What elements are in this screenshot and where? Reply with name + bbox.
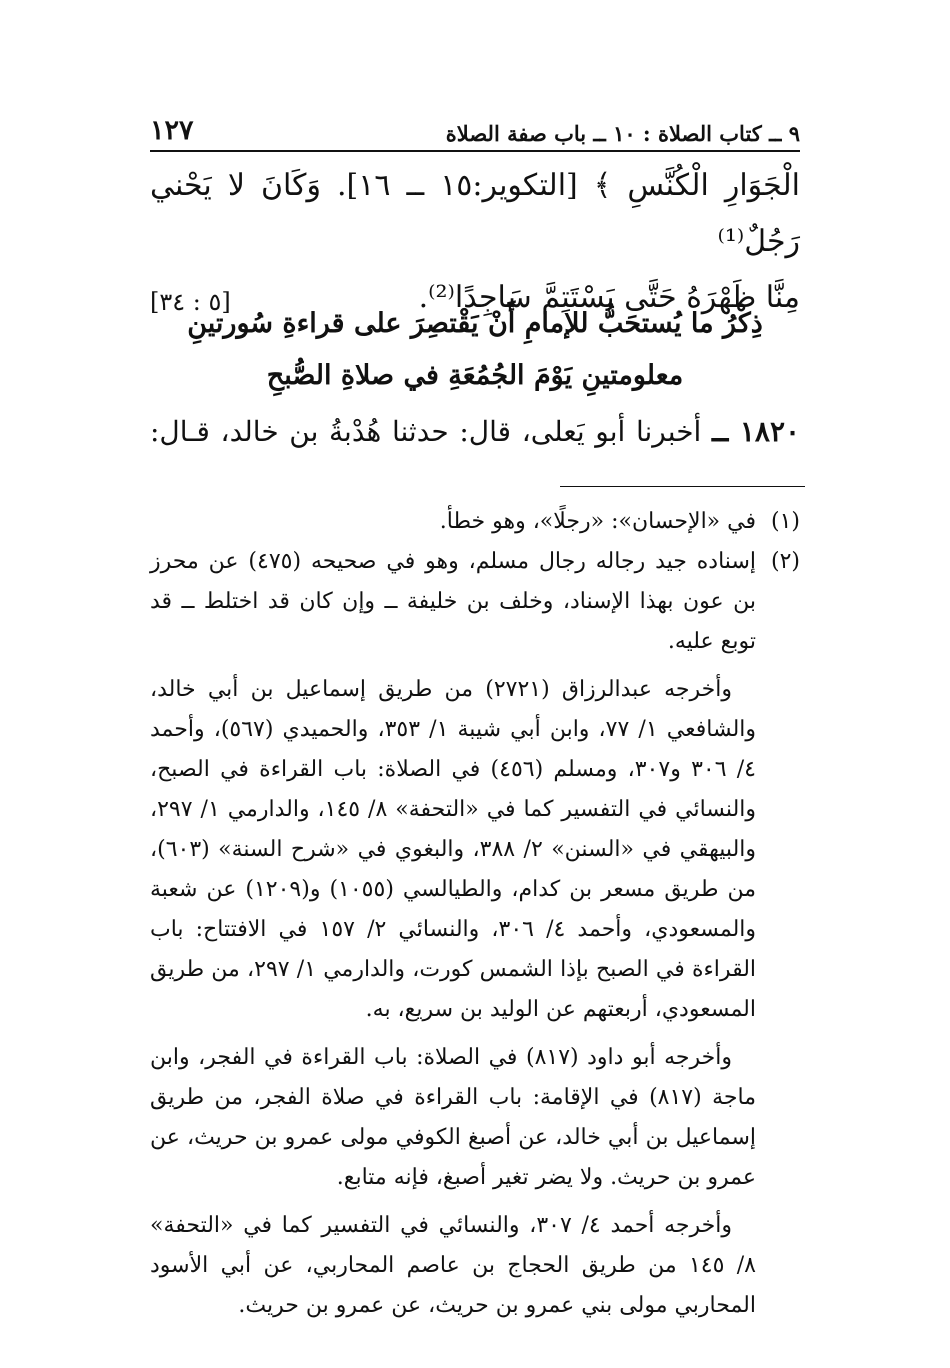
footnote-rule: [560, 486, 805, 487]
section-heading-line-2: معلومتينِ يَوْمَ الجُمُعَةِ في صلاةِ الصُّبحِ: [266, 360, 684, 391]
footnote-number: (١): [770, 509, 800, 534]
footnote-1: [150, 502, 800, 542]
main-text-line-2-text: مِنَّا ظَهْرَهُ حَتَّى يَسْتَتِمَّ سَاجِدًا⁽²⁾.: [418, 280, 800, 315]
footnote-text: في «الإحسان»: «رجلًا»، وهو خطأ.: [439, 509, 756, 534]
footnote-2-paragraph: وأخرجه أبو داود (٨١٧) في الصلاة: باب القراءة في الفجر، وابن ماجة (٨١٧) في الإقامة: باب القراءة في صلاة الفجر، من طريق إسماعيل بن أبي خالد، عن أصبغ الكوفي مولى عمرو بن حريث، عن عمرو بن حريث. ولا يضر تغير أصبغ، فإنه متابع.: [150, 1045, 756, 1190]
section-heading: [150, 298, 800, 402]
hadith-text: أخبرنا أبو يَعلى، قال: حدثنا هُدْبةُ بن خالد، قـال:: [150, 415, 702, 448]
section-heading-line-1: ذِكْرُ ما يُستحَبُّ للإمامِ أَنْ يَقْتصِرَ على قراءةِ سُورتينِ: [187, 308, 763, 339]
running-title: ٩ ــ كتاب الصلاة : ١٠ ــ باب صفة الصلاة: [445, 121, 800, 146]
hadith-opening: [150, 408, 800, 456]
hadith-reference: [٥ : ٣٤]: [150, 288, 231, 316]
footnote-2: [150, 542, 800, 662]
main-text-line-1: الْجَوَارِ الْكُنَّسِ ﴾ [التكوير:١٥ ــ ١٦]. وَكَانَ لا يَحْني رَجُلٌ⁽¹⁾: [150, 168, 800, 259]
footnote-number: (٢): [770, 549, 800, 574]
hadith-number: ١٨٢٠ ــ: [711, 415, 801, 448]
footnotes: [150, 502, 800, 1326]
header-rule: [150, 150, 800, 152]
running-header: [150, 106, 800, 146]
footnote-2-paragraph: وأخرجه عبدالرزاق (٢٧٢١) من طريق إسماعيل بن أبي خالد، والشافعي ١/ ٧٧، وابن أبي شيبة ١/ ٣٥٣، والحميدي (٥٦٧)، وأحمد ٤/ ٣٠٦ و٣٠٧، ومسلم (٤٥٦) في الصلاة: باب القراءة في الصبح، والنسائي في التفسير كما في «التحفة» ٨/ ١٤٥، والدارمي ١/ ٢٩٧، والبيهقي في «السنن» ٢/ ٣٨٨، والبغوي في «شرح السنة» (٦٠٣)، من طريق مسعر بن كدام، والطيالسي (١٠٥٥) و(١٢٠٩) عن شعبة والمسعودي، وأحمد ٤/ ٣٠٦، والنسائي ٢/ ١٥٧ في الافتتاح: باب القراءة في الصبح بإذا الشمس كورت، والدارمي ١/ ٢٩٧، من طريق المسعودي، أربعتهم عن الوليد بن سريع، به.: [150, 677, 757, 1022]
page-number: ١٢٧: [150, 115, 194, 146]
footnote-2-paragraph: وأخرجه أحمد ٤/ ٣٠٧، والنسائي في التفسير كما في «التحفة» ٨/ ١٤٥ من طريق الحجاج بن عاصم المحاربي، عن أبي الأسود المحاربي مولى بني عمرو بن حريث، عن عمرو بن حريث.: [150, 1213, 756, 1318]
footnote-text: إسناده جيد رجاله رجال مسلم، وهو في صحيحه (٤٧٥) عن محرز بن عون بهذا الإسناد، وخلف بن خليفة ــ وإن كان قد اختلط ــ قد توبع عليه.: [150, 549, 756, 654]
